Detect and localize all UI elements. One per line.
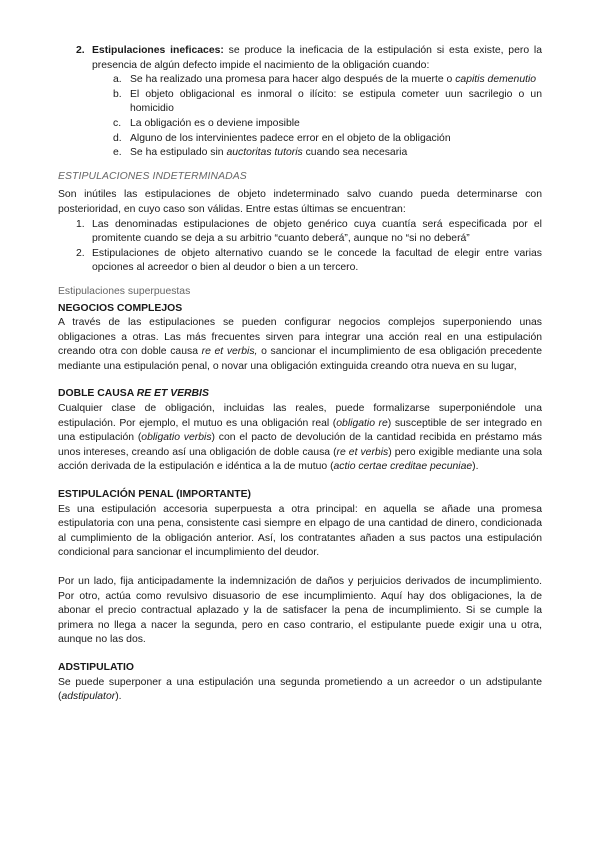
superpuestas-heading: Estipulaciones superpuestas [58, 285, 191, 297]
list-italic: capitis demenutio [455, 74, 537, 86]
penal-heading: ESTIPULACIÓN PENAL (IMPORTANTE) [58, 489, 251, 501]
list-italic: auctoritas tutoris [226, 147, 303, 159]
text-run: ) con el pacto de devolución de la cantidad recibida en préstamo más unos intereses, creando así una obligación de doble causa ( [58, 432, 542, 458]
heading-italic-run: RE ET VERBIS [136, 388, 209, 400]
text-run: ) susceptible de ser integrado en una estipulación ( [58, 417, 543, 444]
list-text: Se ha estipulado sin [130, 147, 227, 159]
list-item [58, 247, 542, 276]
spacer [58, 374, 542, 387]
penal-paragraph-1: Es una estipulación accesoria superpuesta a otra principal: en aquella se añade una promesa estipulatoria con una pena, consistente casi siempre en elpago de una cantidad de dinero, condicionada al cumplimiento de la obligación anterior. Así, los contratantes añaden a sus pactos una estipulación condicional para sancionar el incumplimiento del deudor. [58, 503, 542, 559]
text-run: Cualquier clase de obligación, incluidas las reales, puede formalizarse superponiéndole una estipulación. Por ejemplo, el mutuo es una obligación real ( [58, 403, 542, 429]
indeterminadas-paragraph: Son inútiles las estipulaciones de objeto indeterminado salvo cuando pueda determinarse con posterioridad, en cuyo caso son válidas. Entre estas últimas se encuentran: [58, 189, 542, 215]
italic-run: re et verbis, [201, 346, 258, 358]
doble-causa-heading [58, 387, 542, 402]
list-text: Alguno de los intervinientes padece error en el objeto de la obligación [130, 132, 451, 144]
adstipulatio-paragraph [58, 676, 542, 705]
list-text: cuando sea necesaria [302, 147, 408, 159]
list-item [58, 146, 542, 161]
spacer [58, 561, 542, 575]
italic-run: adstipulator [61, 691, 116, 703]
heading-run: DOBLE CAUSA [58, 388, 137, 400]
list-number: 2. [76, 247, 85, 259]
list-letter: e. [113, 147, 122, 159]
ineficaces-title: Estipulaciones ineficaces: [92, 45, 224, 56]
list-letter: a. [113, 74, 122, 86]
negocios-heading: NEGOCIOS COMPLEJOS [58, 302, 183, 314]
ineficaces-number: 2. [76, 45, 85, 56]
list-text: Las denominadas estipulaciones de objeto genérico cuya cuantía será especificada por el promitente cuando se deja a su arbitrio “cuanto deberá”, aunque no “si no deberá” [92, 218, 542, 245]
indeterminadas-heading: ESTIPULACIONES INDETERMINADAS [58, 170, 247, 182]
text-run: A través de las estipulaciones se pueden configurar negocios complejos superponiendo unas obligaciones a otras. Las más frecuentes sirven para integrar una acción real en una estipulación creando otra con doble causa [58, 317, 542, 358]
italic-run: obligatio re [336, 417, 388, 429]
list-item [58, 88, 542, 117]
list-text: La obligación es o deviene imposible [130, 117, 300, 129]
negocios-paragraph [58, 316, 542, 374]
spacer [58, 648, 542, 661]
text-run: Se puede superponer a una estipulación una segunda prometiendo a un acreedor o un adstipulante ( [58, 676, 542, 703]
italic-run: re et verbis [336, 446, 389, 458]
indeterminadas-list [58, 218, 542, 276]
list-item [58, 117, 542, 132]
list-letter: c. [113, 117, 122, 129]
text-run: ) pero exigible mediante una sola acción derivada de la estipulación e idéntica a la de mutuo ( [58, 446, 542, 473]
adstipulatio-heading: ADSTIPULATIO [58, 661, 135, 673]
italic-run: obligatio verbis [141, 432, 212, 444]
list-item [58, 218, 542, 247]
list-text: Estipulaciones de objeto alternativo cuando se le concede la facultad de elegir entre varias opciones al acreedor o bien al deudor o bien a un tercero. [92, 247, 542, 274]
list-letter: d. [113, 132, 122, 144]
text-run: ). [115, 691, 122, 703]
list-letter: b. [113, 88, 122, 100]
list-text: El objeto obligacional es inmoral o ilícito: se estipula cometer uun sacrilegio o un homicidio [130, 88, 542, 115]
list-item [58, 132, 542, 147]
list-number: 1. [76, 218, 85, 230]
doble-causa-paragraph [58, 402, 542, 475]
ineficaces-item [58, 44, 542, 73]
penal-paragraph-2: Por un lado, fija anticipadamente la indemnización de daños y perjuicios derivados de incumplimiento. Por otro, actúa como revulsivo disuasorio de ese incumplimiento. Aquí hay dos obligaciones, la de abonar el precio contractual aplazado y la de satisfacer la pena de incumplimiento. Si se cumple la primera no llega a nacer la segunda, pero en caso contrario, el estipulante puede exigir una u otra, aunque no las dos. [58, 576, 542, 646]
ineficaces-intro: se produce la ineficacia de la estipulación si esta existe, pero la presencia de algún defecto impide el nacimiento de la obligación cuando: [92, 45, 542, 71]
text-run: o sancionar el incumplimiento de esa obligación precedente mediante una estipulación penal, o novar una obligación extinguida creando otra nueva en su lugar, [58, 346, 542, 372]
document-page [58, 44, 542, 705]
list-text: Se ha realizado una promesa para hacer algo después de la muerte o [130, 74, 456, 86]
spacer [58, 475, 542, 488]
ineficaces-sublist [58, 73, 542, 161]
text-run: ). [472, 461, 479, 473]
list-item [58, 73, 542, 88]
italic-run: actio certae creditae pecuniae [333, 461, 473, 473]
